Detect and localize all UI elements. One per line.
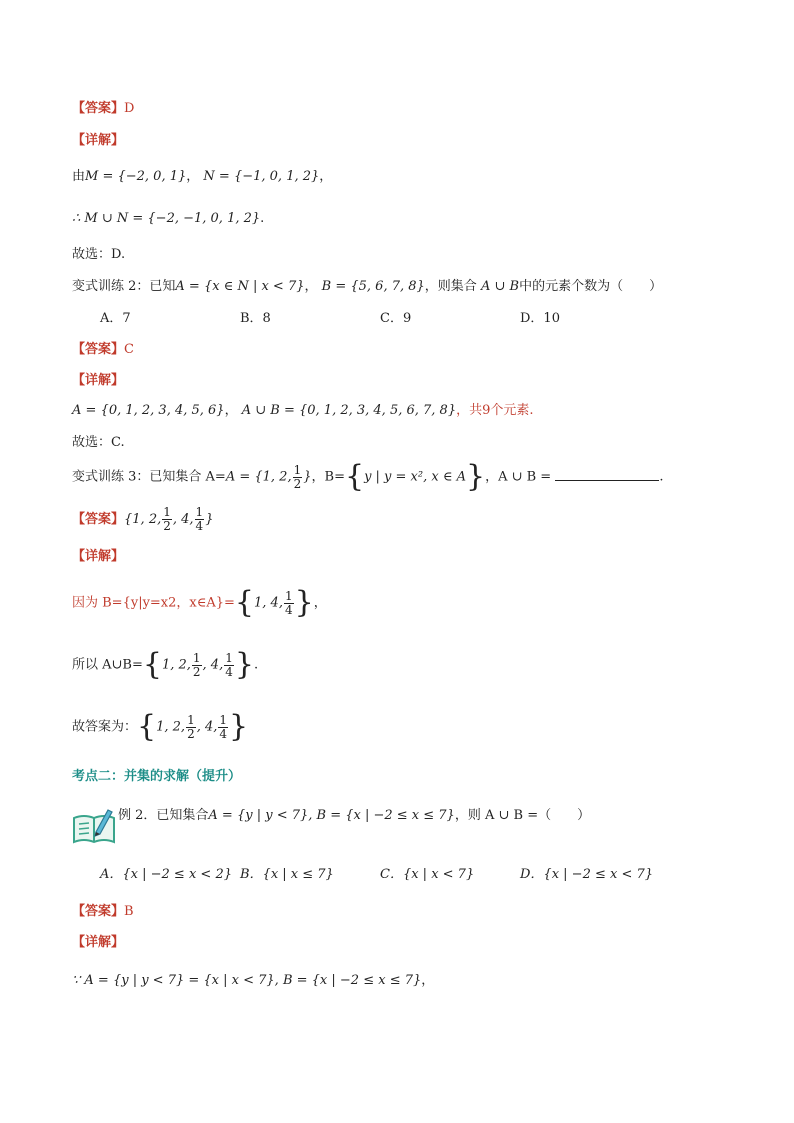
q3-detail3-pre: 故答案为： <box>72 719 138 735</box>
q1-set-n: N = {−1, 0, 1, 2} <box>203 169 320 184</box>
q2-mid: ，则集合 <box>424 279 477 294</box>
q1-answer: D <box>124 101 135 116</box>
q3-set-a-tail: } <box>303 469 312 485</box>
q3-answer-mid: , 4, <box>172 512 194 527</box>
q1-sep: ， <box>186 169 200 184</box>
brace-left: { <box>142 647 162 682</box>
detail-label: 【详解】 <box>72 373 125 388</box>
brace-left: { <box>234 585 255 620</box>
q2-union: A ∪ B <box>480 279 520 294</box>
q3-answer-tail: } <box>205 512 214 527</box>
q2-option-c: C．9 <box>380 311 412 326</box>
frac-num: 1 <box>225 650 233 665</box>
q4-sets: A = {y | y < 7}, B = {x | −2 ≤ x ≤ 7} <box>208 808 455 823</box>
q4-answer-row <box>72 903 134 921</box>
q3-answer-half <box>162 506 172 533</box>
q2-stem <box>72 278 662 296</box>
q4-detail-line1 <box>72 970 434 992</box>
q2-sep: ， <box>304 279 318 294</box>
q3-detail3-half <box>186 714 196 741</box>
q4-option-c: C．{x | x < 7} <box>380 867 475 882</box>
q4-suffix: ，则 A ∪ B =（ ） <box>454 808 591 823</box>
section-title <box>72 768 241 786</box>
frac-den: 4 <box>195 519 204 533</box>
q2-set-a: A = {x ∈ N | x < 7} <box>175 279 305 294</box>
q4-detail-end: ， <box>421 973 435 988</box>
frac-num: 1 <box>192 650 201 665</box>
q1-detail-label <box>72 132 124 150</box>
book-pencil-icon <box>72 806 116 846</box>
q3-detail-quarter <box>284 590 294 617</box>
q3-detail3-quarter <box>218 714 228 741</box>
q3-prefix: 变式训练 3：已知集合 A= <box>72 469 226 485</box>
q2-option-b: B．8 <box>240 311 271 326</box>
answer-label: 【答案】 <box>72 342 125 357</box>
q3-answer-head: {1, 2, <box>124 512 162 527</box>
q4-option-b: B．{x | x ≤ 7} <box>240 867 334 882</box>
q3-fraction-half <box>293 464 303 491</box>
q3-detail-label <box>72 548 124 566</box>
brace-right: } <box>229 709 249 744</box>
detail-label: 【详解】 <box>72 133 125 148</box>
q4-detail-text: ∵ A = {y | y < 7} = {x | x < 7}, B = {x | −2 ≤ x ≤ 7} <box>72 973 422 988</box>
brace-left: { <box>344 459 365 494</box>
q3-set-b: y | y = x², x ∈ A <box>364 469 466 485</box>
q3-detail-set: 1, 4, <box>254 595 283 611</box>
q1-set-m: M = {−2, 0, 1} <box>85 169 187 184</box>
q2-detail-label <box>72 372 124 390</box>
q2-answer-row <box>72 341 134 359</box>
q1-union-end: . <box>260 211 265 226</box>
q4-detail-label <box>72 934 124 952</box>
q2-set-b: B = {5, 6, 7, 8} <box>321 279 425 294</box>
q3-detail-line2 <box>72 647 259 682</box>
answer-label: 【答案】 <box>72 101 125 116</box>
q2-detail-union: A ∪ B = {0, 1, 2, 3, 4, 5, 6, 7, 8} <box>241 403 457 418</box>
detail-label: 【详解】 <box>72 935 125 950</box>
q2-detail-set-a: A = {0, 1, 2, 3, 4, 5, 6} <box>72 403 225 418</box>
q3-detail-pre: 因为 B={y|y=x2，x∈A}= <box>72 595 235 611</box>
brace-right: } <box>294 585 314 620</box>
q2-detail-sep: ， <box>224 403 238 418</box>
q3-detail-end: ， <box>313 595 327 611</box>
q2-option-d: D．10 <box>520 311 560 326</box>
frac-num: 1 <box>163 505 171 519</box>
q1-union: ∴ M ∪ N = {−2, −1, 0, 1, 2} <box>72 211 261 226</box>
frac-num: 1 <box>293 462 302 477</box>
q1-pick: 故选：D. <box>72 247 126 262</box>
q2-detail-count-post: 个元素. <box>490 403 534 418</box>
q2-detail-count: 9 <box>482 403 491 418</box>
q1-answer-row <box>72 100 134 118</box>
q1-end: ， <box>319 169 333 184</box>
q2-prefix: 变式训练 2：已知 <box>72 279 176 294</box>
q3-period: . <box>659 469 664 485</box>
q3-answer-quarter <box>195 506 205 533</box>
q2-suffix: 中的元素个数为（ ） <box>519 279 663 294</box>
q1-detail-line2 <box>72 210 264 228</box>
q3-detail2-end: . <box>253 657 259 673</box>
frac-num: 1 <box>284 588 293 603</box>
answer-label: 【答案】 <box>72 512 125 527</box>
q3-detail-line1 <box>72 585 327 620</box>
answer-label: 【答案】 <box>72 904 125 919</box>
q1-detail-line1 <box>72 168 332 186</box>
frac-den: 2 <box>187 726 195 741</box>
q2-option-a: A．7 <box>100 311 131 326</box>
q3-detail-line3 <box>72 709 249 744</box>
frac-num: 1 <box>219 712 228 727</box>
q4-option-d: D．{x | −2 ≤ x < 7} <box>520 867 654 882</box>
q4-answer: B <box>124 904 134 919</box>
q3-set-a-head: A = {1, 2, <box>225 469 292 485</box>
q3-detail3-set: 1, 2, <box>156 719 186 735</box>
frac-den: 4 <box>219 726 228 741</box>
q3-detail2-set: 1, 2, <box>161 657 191 673</box>
q2-answer: C <box>124 342 134 357</box>
q3-detail2-half <box>192 652 202 679</box>
frac-den: 4 <box>225 664 233 679</box>
q3-detail2-mid: , 4, <box>202 657 224 673</box>
q3-answer-row <box>72 506 213 534</box>
q1-detail-text: 由 <box>72 169 86 184</box>
frac-num: 1 <box>187 712 195 727</box>
q4-option-a: A．{x | −2 ≤ x < 2} <box>100 867 232 882</box>
q2-pick: 故选：C. <box>72 435 125 450</box>
q3-detail2-pre: 所以 A∪B= <box>72 657 143 673</box>
frac-den: 2 <box>192 664 201 679</box>
q4-prefix: 例 2．已知集合 <box>118 808 209 823</box>
detail-label: 【详解】 <box>72 549 125 564</box>
section-title-text: 考点二：并集的求解（提升） <box>72 769 242 784</box>
q3-b-label: ，B= <box>311 469 345 485</box>
q3-stem <box>72 459 664 494</box>
q3-union-label: ，A ∪ B = <box>485 469 552 485</box>
brace-right: } <box>234 647 254 682</box>
q3-answer-blank[interactable] <box>555 468 659 481</box>
frac-den: 4 <box>284 602 293 617</box>
q4-stem <box>118 804 590 828</box>
q2-detail-count-pre: ，共 <box>456 403 483 418</box>
q3-detail3-mid: , 4, <box>196 719 218 735</box>
frac-den: 2 <box>163 519 171 533</box>
frac-num: 1 <box>195 505 204 519</box>
q2-detail-line1 <box>72 402 534 420</box>
brace-right: } <box>465 459 486 494</box>
frac-den: 2 <box>293 476 302 491</box>
brace-left: { <box>137 709 157 744</box>
q3-detail2-quarter <box>224 652 234 679</box>
